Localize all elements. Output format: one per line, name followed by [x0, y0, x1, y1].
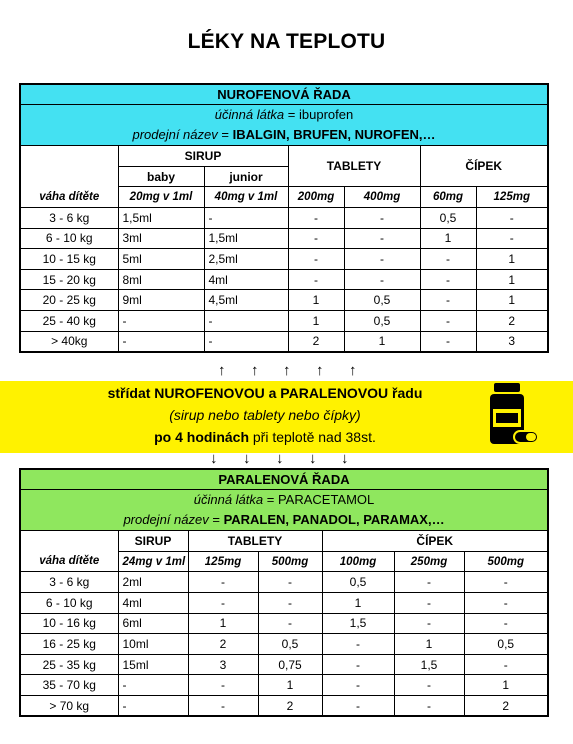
dose-cell: - [344, 228, 420, 249]
unit-cell: 100mg [322, 551, 394, 572]
weight-range-cell: > 40kg [20, 331, 118, 352]
arrow-up-icon: ↑ [251, 362, 259, 379]
dose-cell: 0,75 [258, 654, 322, 675]
dose-cell: - [420, 249, 476, 270]
dose-cell: - [420, 311, 476, 332]
dose-cell: - [476, 228, 548, 249]
arrow-down-icon: ↓ [341, 450, 349, 467]
dose-cell: 0,5 [258, 634, 322, 655]
weight-range-cell: 6 - 10 kg [20, 228, 118, 249]
weight-range-cell: 3 - 6 kg [20, 208, 118, 229]
table-row [20, 613, 548, 634]
table-row [20, 331, 548, 352]
dose-cell: 2 [258, 696, 322, 717]
weight-range-cell: 16 - 25 kg [20, 634, 118, 655]
dose-cell: - [420, 331, 476, 352]
dose-cell: 6ml [118, 613, 188, 634]
paralen-table [19, 468, 549, 717]
weight-range-cell: 10 - 16 kg [20, 613, 118, 634]
dose-cell: - [420, 290, 476, 311]
dose-cell: 0,5 [344, 311, 420, 332]
weight-range-cell: 6 - 10 kg [20, 593, 118, 614]
unit-cell: 60mg [420, 187, 476, 208]
dose-cell: 0,5 [344, 290, 420, 311]
unit-cell: 500mg [464, 551, 548, 572]
dose-cell: - [118, 331, 204, 352]
dose-cell: 1 [476, 269, 548, 290]
dose-cell: - [344, 269, 420, 290]
dose-cell: - [204, 208, 288, 229]
substance-value: = ibuprofen [287, 107, 354, 123]
dose-cell: - [344, 208, 420, 229]
table-row [20, 593, 548, 614]
dose-cell: - [322, 634, 394, 655]
dose-cell: - [344, 249, 420, 270]
dose-cell: 3 [476, 331, 548, 352]
nurofen-substance [20, 105, 548, 126]
dose-cell: 1 [258, 675, 322, 696]
dose-cell: 0,5 [322, 572, 394, 593]
dose-cell: - [188, 593, 258, 614]
arrow-down-icon: ↓ [210, 450, 218, 467]
trade-value: PARALEN, PANADOL, PARAMAX,… [223, 512, 445, 528]
weight-header-top [20, 146, 118, 187]
dose-cell: 1,5 [322, 613, 394, 634]
table-row [20, 654, 548, 675]
weight-label: váha dítěte [20, 551, 118, 572]
dose-cell: - [322, 696, 394, 717]
table-row [20, 290, 548, 311]
unit-cell: 125mg [188, 551, 258, 572]
substance-value: = PARACETAMOL [266, 492, 375, 508]
dose-cell: 0,5 [464, 634, 548, 655]
dose-cell: 1 [464, 675, 548, 696]
unit-cell: 24mg v 1ml [118, 551, 188, 572]
unit-cell: 20mg v 1ml [118, 187, 204, 208]
weight-range-cell: > 70 kg [20, 696, 118, 717]
dose-cell: - [464, 572, 548, 593]
weight-range-cell: 25 - 35 kg [20, 654, 118, 675]
nurofen-cipek-header: ČÍPEK [420, 146, 548, 187]
dose-cell: 0,5 [420, 208, 476, 229]
paralen-cipek-header: ČÍPEK [322, 531, 548, 552]
dose-cell: 2 [288, 331, 344, 352]
nurofen-baby-header: baby [118, 166, 204, 187]
paralen-dosage-rows [20, 572, 548, 716]
dose-cell: - [322, 675, 394, 696]
note-condition: při teplotě nad 38st. [249, 429, 376, 445]
dose-cell: 3ml [118, 228, 204, 249]
dose-cell: - [188, 675, 258, 696]
dose-cell: 1 [288, 311, 344, 332]
page-title: LÉKY NA TEPLOTU [187, 30, 386, 53]
dose-cell: - [188, 696, 258, 717]
paralen-sirup-header: SIRUP [118, 531, 188, 552]
dose-cell: 5ml [118, 249, 204, 270]
dose-cell: 2ml [118, 572, 188, 593]
weight-range-cell: 25 - 40 kg [20, 311, 118, 332]
arrow-up-icon: ↑ [283, 362, 291, 379]
dose-cell: 1,5ml [118, 208, 204, 229]
table-row [20, 311, 548, 332]
dose-cell: - [394, 613, 464, 634]
nurofen-sirup-header: SIRUP [118, 146, 288, 167]
arrow-up-icon: ↑ [218, 362, 226, 379]
trade-value: IBALGIN, BRUFEN, NUROFEN,… [232, 127, 436, 143]
dose-cell: - [322, 654, 394, 675]
paralen-tablety-header: TABLETY [188, 531, 322, 552]
dose-cell: - [288, 208, 344, 229]
table-row [20, 634, 548, 655]
pill-bottle-icon [488, 381, 540, 447]
unit-cell: 125mg [476, 187, 548, 208]
unit-cell: 200mg [288, 187, 344, 208]
dose-cell: - [464, 613, 548, 634]
dose-cell: 9ml [118, 290, 204, 311]
dose-cell: - [288, 249, 344, 270]
weight-range-cell: 3 - 6 kg [20, 572, 118, 593]
arrow-down-icon: ↓ [243, 450, 251, 467]
substance-label: účinná látka [193, 492, 264, 508]
dose-cell: - [394, 696, 464, 717]
trade-label: prodejní název [123, 512, 209, 528]
dose-cell: 2 [464, 696, 548, 717]
dose-cell: 1,5ml [204, 228, 288, 249]
weight-range-cell: 15 - 20 kg [20, 269, 118, 290]
trade-eq: = [221, 127, 229, 143]
table-row [20, 228, 548, 249]
dose-cell: 4ml [204, 269, 288, 290]
dose-cell: 4,5ml [204, 290, 288, 311]
dose-cell: - [118, 311, 204, 332]
arrow-down-icon: ↓ [309, 450, 317, 467]
dose-cell: - [288, 269, 344, 290]
dose-cell: - [464, 593, 548, 614]
dose-cell: 1 [476, 249, 548, 270]
dose-cell: - [394, 593, 464, 614]
paralen-substance [20, 490, 548, 511]
table-row [20, 269, 548, 290]
nurofen-tablety-header: TABLETY [288, 146, 420, 187]
note-line-2: (sirup nebo tablety nebo čípky) [169, 407, 361, 423]
dose-cell: - [258, 593, 322, 614]
table-row [20, 675, 548, 696]
weight-range-cell: 35 - 70 kg [20, 675, 118, 696]
paralen-trade-name [20, 510, 548, 531]
arrow-up-icon: ↑ [349, 362, 357, 379]
arrow-up-icon: ↑ [316, 362, 324, 379]
trade-eq: = [212, 512, 220, 528]
dose-cell: 1 [420, 228, 476, 249]
dose-cell: - [288, 228, 344, 249]
dose-cell: - [204, 331, 288, 352]
dose-cell: - [188, 572, 258, 593]
note-line-1: střídat NUROFENOVOU a PARALENOVOU řadu [107, 385, 423, 401]
dose-cell: 15ml [118, 654, 188, 675]
dose-cell: - [420, 269, 476, 290]
dose-cell: 1 [344, 331, 420, 352]
dose-cell: 1 [288, 290, 344, 311]
nurofen-trade-name [20, 125, 548, 146]
weight-label: váha dítěte [20, 187, 118, 208]
dose-cell: - [394, 675, 464, 696]
note-line-3 [0, 429, 530, 445]
dose-cell: 2 [476, 311, 548, 332]
dose-cell: 1 [476, 290, 548, 311]
dose-cell: 8ml [118, 269, 204, 290]
unit-cell: 40mg v 1ml [204, 187, 288, 208]
weight-range-cell: 10 - 15 kg [20, 249, 118, 270]
dose-cell: 2 [188, 634, 258, 655]
dose-cell: 3 [188, 654, 258, 675]
table-row [20, 572, 548, 593]
dose-cell: - [118, 675, 188, 696]
weight-range-cell: 20 - 25 kg [20, 290, 118, 311]
dose-cell: - [118, 696, 188, 717]
dose-cell: 1 [322, 593, 394, 614]
unit-cell: 250mg [394, 551, 464, 572]
dose-cell: 1 [188, 613, 258, 634]
dose-cell: - [258, 572, 322, 593]
dose-cell: 2,5ml [204, 249, 288, 270]
note-interval: po 4 hodinách [154, 429, 249, 445]
table-row [20, 208, 548, 229]
unit-cell: 500mg [258, 551, 322, 572]
table-row [20, 249, 548, 270]
table-row [20, 696, 548, 717]
dose-cell: 4ml [118, 593, 188, 614]
dose-cell: - [258, 613, 322, 634]
nurofen-table [19, 83, 549, 353]
paralen-header: PARALENOVÁ ŘADA [20, 469, 548, 490]
arrow-down-icon: ↓ [276, 450, 284, 467]
dose-cell: 1,5 [394, 654, 464, 675]
dose-cell: - [204, 311, 288, 332]
trade-label: prodejní název [132, 127, 218, 143]
unit-cell: 400mg [344, 187, 420, 208]
nurofen-header: NUROFENOVÁ ŘADA [20, 84, 548, 105]
dose-cell: 1 [394, 634, 464, 655]
substance-label: účinná látka [214, 107, 285, 123]
weight-header-top [20, 531, 118, 552]
dose-cell: - [394, 572, 464, 593]
dose-cell: 10ml [118, 634, 188, 655]
nurofen-dosage-rows [20, 208, 548, 352]
dose-cell: - [476, 208, 548, 229]
dose-cell: - [464, 654, 548, 675]
nurofen-junior-header: junior [204, 166, 288, 187]
